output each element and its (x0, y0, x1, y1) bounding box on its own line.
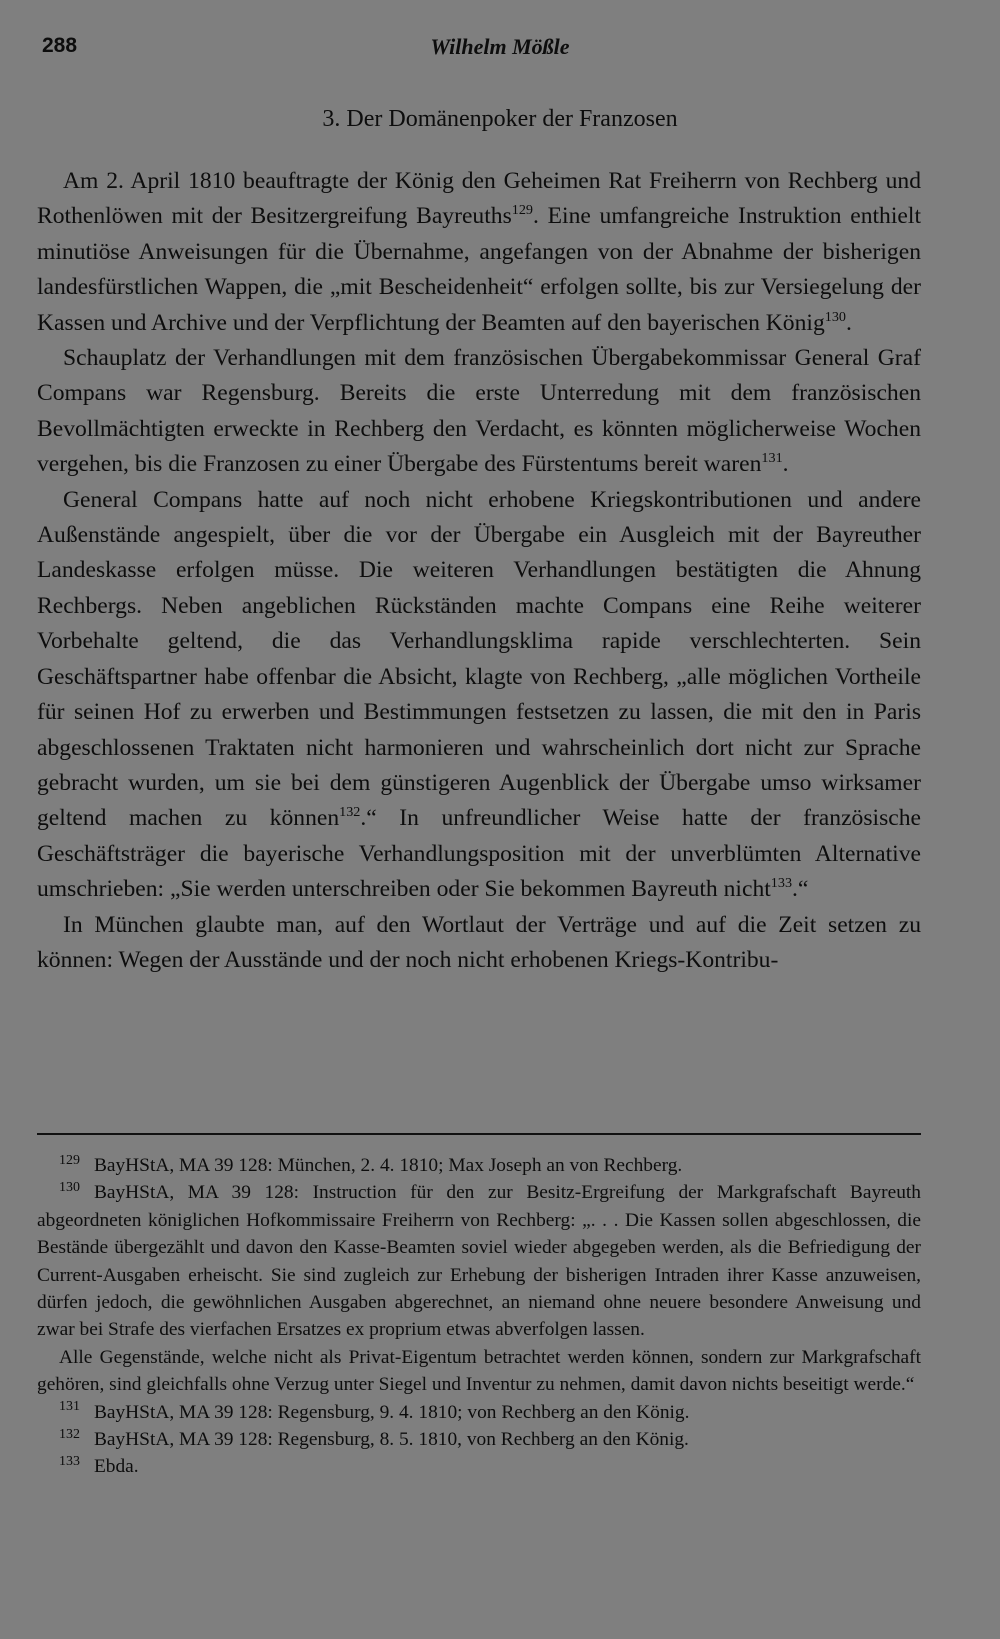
footnote-ref[interactable]: 129 (511, 202, 533, 219)
footnote (37, 1152, 921, 1179)
footnote-text: BayHStA, MA 39 128: Regensburg, 8. 5. 1810, von Rechberg an den König. (93, 1429, 689, 1451)
footnote-ref[interactable]: 131 (761, 450, 783, 467)
paragraph-text: . (846, 309, 852, 336)
footnote (37, 1426, 921, 1453)
footnote (37, 1399, 921, 1426)
footnote-ref[interactable]: 130 (824, 308, 846, 325)
footnote-ref[interactable]: 133 (770, 875, 793, 892)
footnote-text: BayHStA, MA 39 128: Instruction für den zur Besitz-Ergreifung der Markgrafschaft Bayreuth abgeordneten königlichen Hofkommissaire Freiherrn von Rechberg: „. . . Die Kassen sollen abgeschlossen, die Bestände übergezählt und davon den Kasse-Beamten soviel wieder abgegeben werden, als die Befriedigung der Current-Ausgaben erheischt. Sie sind zugleich zur Erhebung der bisherigen Intraden ihrer Kasse anzuweisen, dürfen jedoch, die gewöhnlichen Ausgaben abgerechnet, an niemand ohne neuere besondere Anweisung und zwar bei Strafe des vierfachen Ersatzes ex proprium etwas abverfolgen lassen. (37, 1182, 921, 1341)
footnote-text: BayHStA, MA 39 128: Regensburg, 9. 4. 1810; von Rechberg an den König. (93, 1401, 690, 1423)
paragraph (37, 164, 921, 341)
footnote (37, 1179, 921, 1343)
body-text (37, 164, 921, 978)
footnote-number: 129 (59, 1152, 80, 1168)
running-head: Wilhelm Mößle (430, 34, 570, 59)
page-number: 288 (42, 34, 78, 57)
footnote-text: Alle Gegenstände, welche nicht als Privat-Eigentum betrachtet werden können, sondern zur Markgrafschaft gehören, sind gleichfalls ohne Verzug unter Siegel und Inventur zu nehmen, damit davon nichts beseitigt werde.“ (37, 1346, 921, 1396)
paragraph-text: General Compans hatte auf noch nicht erhobene Kriegskontributionen und andere Außenstände angespielt, über die vor der Übergabe ein Ausgleich mit der Bayreuther Landeskasse erfolgen müsse. Die weiteren Verhandlungen bestätigten die Ahnung Rechbergs. Neben angeblichen Rückständen machte Compans eine Reihe weiterer Vorbehalte geltend, die das Verhandlungsklima rapide verschlechterten. Sein Geschäftspartner habe offenbar die Absicht, klagte von Rechberg, „alle möglichen Vortheile für seinen Hof zu erwerben und Bestimmungen festsetzen zu lassen, die mit den in Paris abgeschlossenen Traktaten nicht harmonieren und wahrscheinlich dort nicht zur Sprache gebracht wurden, um sie bei dem günstigeren Augenblick der Übergabe umso wirksamer geltend machen zu können (37, 486, 921, 832)
paragraph-text: In München glaubte man, auf den Wortlaut der Verträge und auf die Zeit setzen zu können: Wegen der Ausstände und der noch nicht erhobenen Kriegs-Kontribu- (37, 911, 921, 973)
section-title: 3. Der Domänenpoker der Franzosen (322, 106, 678, 132)
footnotes (37, 1152, 921, 1481)
footnote-number: 131 (59, 1399, 80, 1415)
footnote-divider (37, 1133, 921, 1135)
paragraph (37, 483, 921, 908)
paragraph-text: .“ (792, 876, 809, 903)
footnote-continuation (37, 1344, 921, 1399)
footnote-number: 130 (59, 1179, 80, 1195)
page-header (0, 34, 1000, 64)
footnote-number: 133 (59, 1454, 80, 1469)
footnote-number: 132 (59, 1426, 80, 1442)
paragraph-text: . (782, 451, 789, 478)
paragraph-text: . Eine umfangreiche Instruktion enthielt minutiöse Anweisungen für die Übernahme, angefangen von der Abnahme der bisherigen landesfürstlichen Wappen, die „mit Bescheidenheit“ erfolgen sollte, bis zur Versiegelung der Kassen und Archive und der Verpflichtung der Beamten auf den bayerischen König (37, 203, 921, 336)
paragraph (37, 341, 921, 483)
paragraph-text: .“ In unfreundlicher Weise hatte der französische Geschäftsträger die bayerische Verhandlungsposition mit der unverblümten Alternative umschrieben: „Sie werden unterschreiben oder Sie bekommen Bayreuth nicht (37, 805, 921, 903)
footnote-ref[interactable]: 132 (339, 804, 361, 821)
paragraph (37, 908, 921, 979)
footnote-text: Ebda. (93, 1456, 139, 1478)
paragraph-text: Schauplatz der Verhandlungen mit dem französischen Übergabekommissar General Graf Compans war Regensburg. Bereits die erste Unterredung mit dem französischen Bevollmächtigten erweckte in Rechberg den Verdacht, es könnten möglicherweise Wochen vergehen, bis die Franzosen zu einer Übergabe des Fürstentums bereit waren (37, 345, 921, 478)
footnote (37, 1453, 921, 1480)
paragraph-text: Am 2. April 1810 beauftragte der König den Geheimen Rat Freiherrn von Rechberg und Rothenlöwen mit der Besitzergreifung Bayreuths (37, 168, 921, 230)
footnote-text: BayHStA, MA 39 128: München, 2. 4. 1810; Max Joseph an von Rechberg. (93, 1155, 683, 1176)
